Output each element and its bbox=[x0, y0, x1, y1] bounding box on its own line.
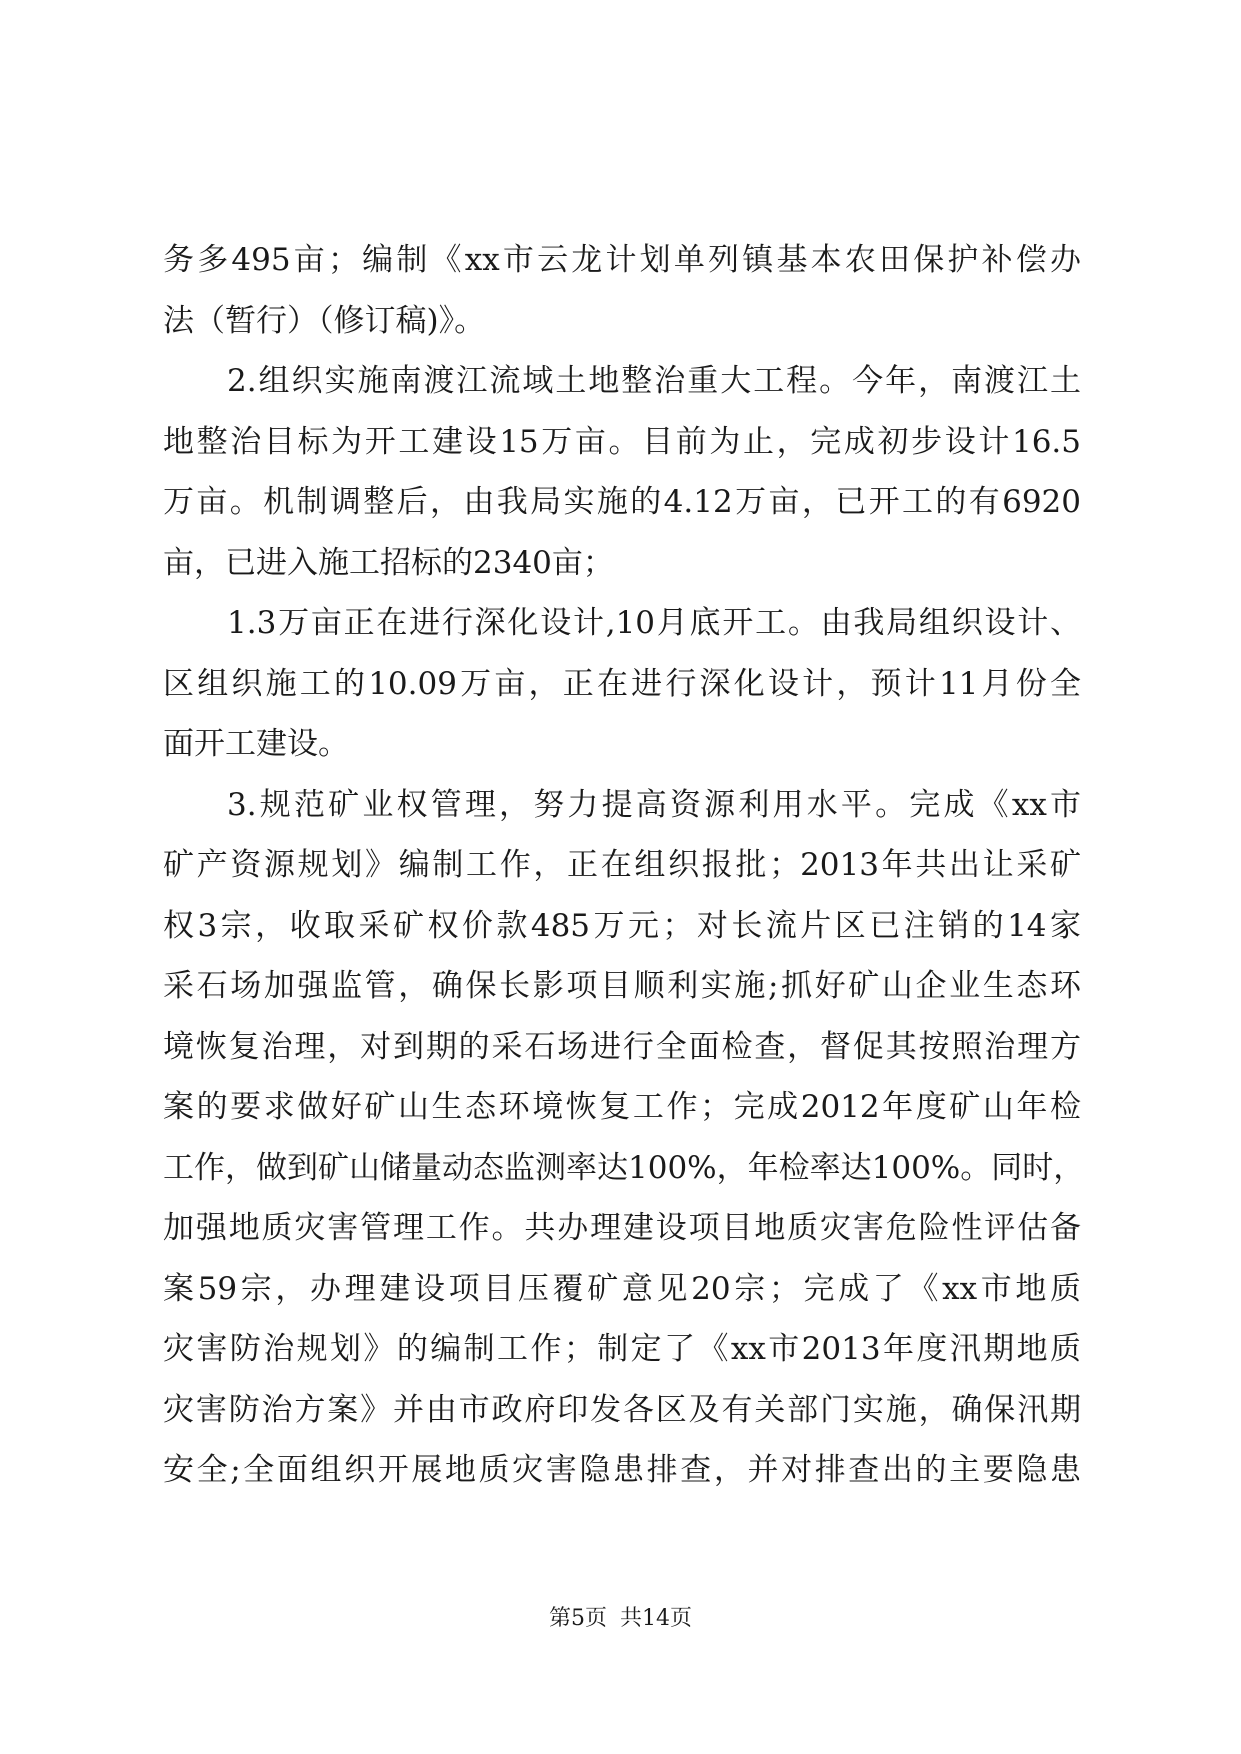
text-line-19: 灾害防治规划》的编制工作；制定了《xx市2013年度汛期地质 bbox=[163, 1331, 1081, 1367]
page-footer bbox=[0, 1604, 1241, 1634]
text-line-15: 案的要求做好矿山生态环境恢复工作；完成2012年度矿山年检 bbox=[163, 1089, 1081, 1125]
text-line-2: 法（暂行）（修订稿)》。 bbox=[163, 302, 486, 339]
text-line-12: 权3宗，收取采矿权价款485万元；对长流片区已注销的14家 bbox=[163, 907, 1081, 944]
text-line-8: 区组织施工的10.09万亩，正在进行深化设计，预计11月份全 bbox=[163, 665, 1081, 702]
text-line-1: 务多495亩；编制《xx市云龙计划单列镇基本农田保护补偿办 bbox=[163, 242, 1081, 278]
text-line-10: 3.规范矿业权管理，努力提高资源利用水平。完成《xx市 bbox=[227, 786, 1081, 823]
text-line-7: 1.3万亩正在进行深化设计,10月底开工。由我局组织设计、 bbox=[227, 605, 1081, 641]
page-total: 共14页 bbox=[620, 1606, 692, 1631]
text-line-17: 加强地质灾害管理工作。共办理建设项目地质灾害危险性评估备 bbox=[163, 1210, 1081, 1246]
text-line-16: 工作，做到矿山储量动态监测率达100%，年检率达100%。同时， bbox=[163, 1149, 1085, 1186]
text-line-18: 案59宗，办理建设项目压覆矿意见20宗；完成了《xx市地质 bbox=[163, 1270, 1081, 1307]
text-line-5: 万亩。机制调整后，由我局实施的4.12万亩，已开工的有6920 bbox=[163, 484, 1081, 520]
text-line-14: 境恢复治理，对到期的采石场进行全面检查，督促其按照治理方 bbox=[163, 1028, 1081, 1065]
text-line-21: 安全;全面组织开展地质灾害隐患排查，并对排查出的主要隐患 bbox=[163, 1452, 1081, 1488]
text-line-20: 灾害防治方案》并由市政府印发各区及有关部门实施，确保汛期 bbox=[163, 1391, 1081, 1428]
page-number: 第5页 bbox=[549, 1606, 607, 1631]
text-line-3: 2.组织实施南渡江流域土地整治重大工程。今年，南渡江土 bbox=[227, 363, 1081, 399]
text-line-4: 地整治目标为开工建设15万亩。目前为止，完成初步设计16.5 bbox=[163, 423, 1081, 460]
text-line-9: 面开工建设。 bbox=[163, 726, 349, 762]
text-line-13: 采石场加强监管，确保长影项目顺利实施;抓好矿山企业生态环 bbox=[163, 968, 1081, 1004]
text-line-6: 亩，已进入施工招标的2340亩； bbox=[163, 544, 614, 581]
text-line-11: 矿产资源规划》编制工作，正在组织报批；2013年共出让采矿 bbox=[163, 847, 1081, 883]
document-body bbox=[163, 230, 1085, 1501]
